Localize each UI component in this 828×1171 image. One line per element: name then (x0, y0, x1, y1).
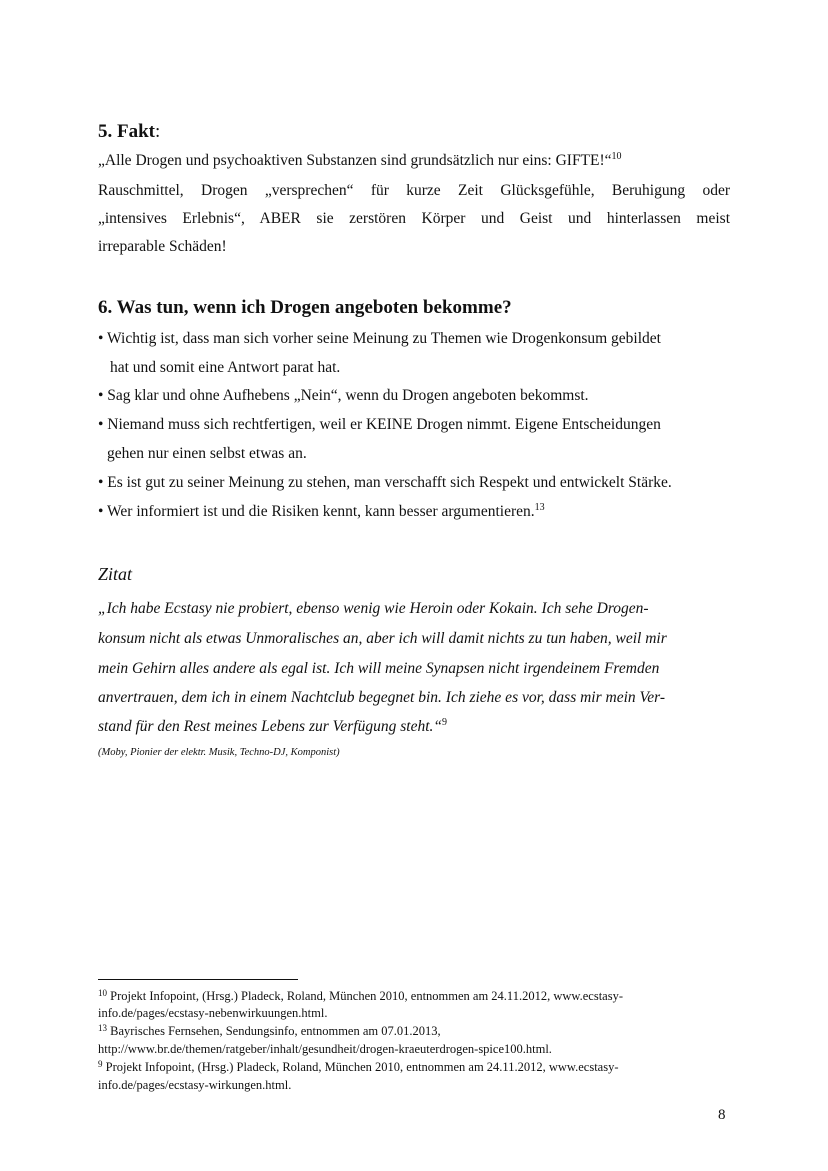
zitat-attribution: (Moby, Pionier der elektr. Musik, Techno-DJ, Komponist) (98, 747, 340, 758)
footnote-10-number: 10 (98, 988, 107, 998)
footnote-10-line-2: info.de/pages/ecstasy-nebenwirkuungen.html. (98, 1006, 328, 1020)
zitat-line-5 (98, 718, 447, 736)
page-number: 8 (718, 1107, 726, 1123)
bullet-item-5-text: • Wer informiert ist und die Risiken kennt, kann besser argumentieren. (98, 503, 535, 520)
footnote-9-number: 9 (98, 1059, 103, 1069)
zitat-line-3: mein Gehirn alles andere als egal ist. Ich will meine Synapsen nicht irgendeinem Fremden (98, 660, 660, 677)
bullet-item-1-line-1: • Wichtig ist, dass man sich vorher seine Meinung zu Themen wie Drogenkonsum gebildet (98, 330, 661, 347)
footnote-9-line-1 (98, 1060, 619, 1075)
section-5-heading (98, 121, 160, 143)
footnote-13-line-2: http://www.br.de/themen/ratgeber/inhalt/gesundheit/drogen-kraeuterdrogen-spice100.html. (98, 1042, 552, 1056)
zitat-line-1: „Ich habe Ecstasy nie probiert, ebenso wenig wie Heroin oder Kokain. Ich sehe Drogen- (98, 600, 649, 617)
bullet-item-5 (98, 503, 545, 521)
zitat-line-2: konsum nicht als etwas Unmoralisches an, aber ich will damit nichts zu tun haben, weil mir (98, 630, 667, 647)
zitat-line-5-text: stand für den Rest meines Lebens zur Verfügung steht.“ (98, 718, 442, 735)
bullet-item-3-line-2: gehen nur einen selbst etwas an. (107, 445, 307, 462)
bullet-item-4: • Es ist gut zu seiner Meinung zu stehen, man verschafft sich Respekt und entwickelt Stärke. (98, 474, 672, 491)
footnote-ref-9[interactable]: 9 (442, 717, 447, 728)
zitat-heading: Zitat (98, 564, 133, 584)
footnote-ref-13[interactable]: 13 (534, 502, 545, 513)
bullet-item-3-line-1: • Niemand muss sich rechtfertigen, weil er KEINE Drogen nimmt. Eigene Entscheidungen (98, 416, 661, 433)
section-5-para-line-3: irreparable Schäden! (98, 238, 227, 255)
footnote-ref-10[interactable]: 10 (611, 151, 622, 162)
footnote-9-text: Projekt Infopoint, (Hrsg.) Pladeck, Roland, München 2010, entnommen am 24.11.2012, www.ecstasy- (105, 1060, 619, 1074)
footnote-13-number: 13 (98, 1023, 107, 1033)
zitat-line-4: anvertrauen, dem ich in einem Nachtclub begegnet bin. Ich ziehe es vor, dass mir mein Ver- (98, 689, 666, 706)
section-5-heading-text: 5. Fakt (98, 121, 155, 142)
section-5-heading-colon: : (155, 121, 161, 142)
footnote-13-text: Bayrisches Fernsehen, Sendungsinfo, entnommen am 07.01.2013, (110, 1024, 441, 1038)
section-6-heading: 6. Was tun, wenn ich Drogen angeboten bekomme? (98, 297, 512, 318)
section-5-quote (98, 152, 622, 170)
footnote-9-line-2: info.de/pages/ecstasy-wirkungen.html. (98, 1078, 292, 1092)
section-5-para-line-1: Rauschmittel, Drogen „versprechen“ für kurze Zeit Glücksgefühle, Beruhigung oder (98, 182, 730, 199)
footnote-divider (98, 979, 298, 980)
bullet-item-1-line-2: hat und somit eine Antwort parat hat. (110, 359, 341, 376)
section-5-para-line-2: „intensives Erlebnis“, ABER sie zerstören Körper und Geist und hinterlassen meist (98, 210, 730, 227)
footnote-10-line-1 (98, 989, 623, 1004)
section-5-quote-text: „Alle Drogen und psychoaktiven Substanzen sind grundsätzlich nur eins: GIFTE!“ (98, 152, 612, 169)
footnote-13-line-1 (98, 1024, 441, 1039)
footnote-10-text: Projekt Infopoint, (Hrsg.) Pladeck, Roland, München 2010, entnommen am 24.11.2012, www.ecstasy- (110, 989, 623, 1003)
bullet-item-2: • Sag klar und ohne Aufhebens „Nein“, wenn du Drogen angeboten bekommst. (98, 387, 589, 404)
